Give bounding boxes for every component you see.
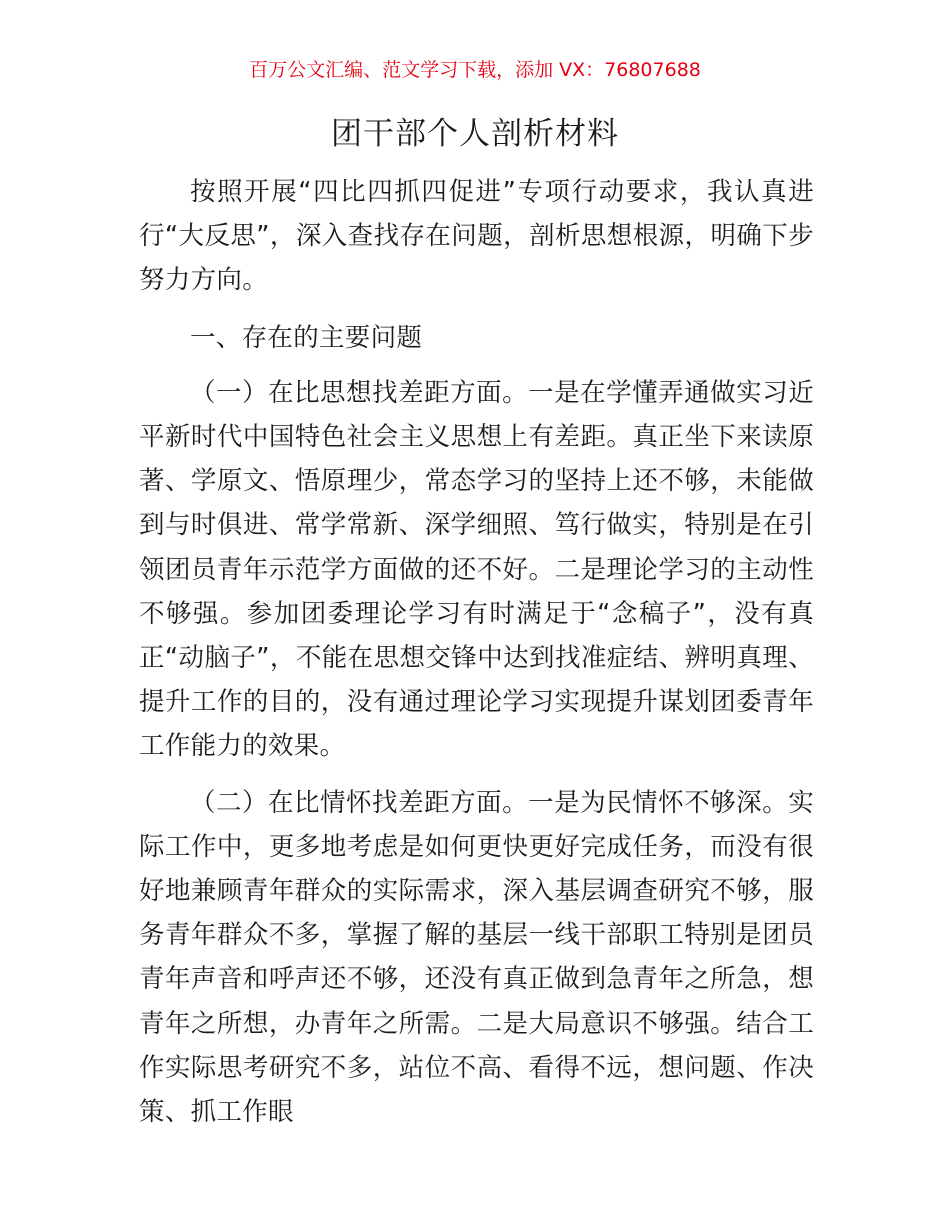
- paragraph-thought-gap: （一）在比思想找差距方面。一是在学懂弄通做实习近平新时代中国特色社会主义思想上有差距。真正坐下来读原著、学原文、悟原理少，常态学习的坚持上还不够，未能做到与时俱进、常学常新、深学细照、笃行做实，特别是在引领团员青年示范学方面做的还不好。二是理论学习的主动性不够强。参加团委理论学习有时满足于“念稿子”，没有真正“动脑子”，不能在思想交锋中达到找准症结、辨明真理、提升工作的目的，没有通过理论学习实现提升谋划团委青年工作能力的效果。: [139, 377, 814, 762]
- section-heading-problems: 一、存在的主要问题: [190, 322, 423, 353]
- paragraph-feeling-gap: （二）在比情怀找差距方面。一是为民情怀不够深。实际工作中，更多地考虑是如何更快更好完成任务，而没有很好地兼顾青年群众的实际需求，深入基层调查研究不够，服务青年群众不多，掌握了解的基层一线干部职工特别是团员青年声音和呼声还不够，还没有真正做到急青年之所急，想青年之所想，办青年之所需。二是大局意识不够强。结合工作实际思考研究不多，站位不高、看得不远，想问题、作决策、抓工作眼: [139, 787, 814, 1128]
- intro-paragraph: 按照开展“四比四抓四促进”专项行动要求，我认真进行“大反思”，深入查找存在问题，剖析思想根源，明确下步努力方向。: [139, 177, 814, 296]
- document-title: 团干部个人剖析材料: [331, 116, 619, 152]
- header-watermark-banner: 百万公文汇编、范文学习下载，添加 VX：76807688: [249, 59, 701, 81]
- document-body: [139, 170, 814, 1134]
